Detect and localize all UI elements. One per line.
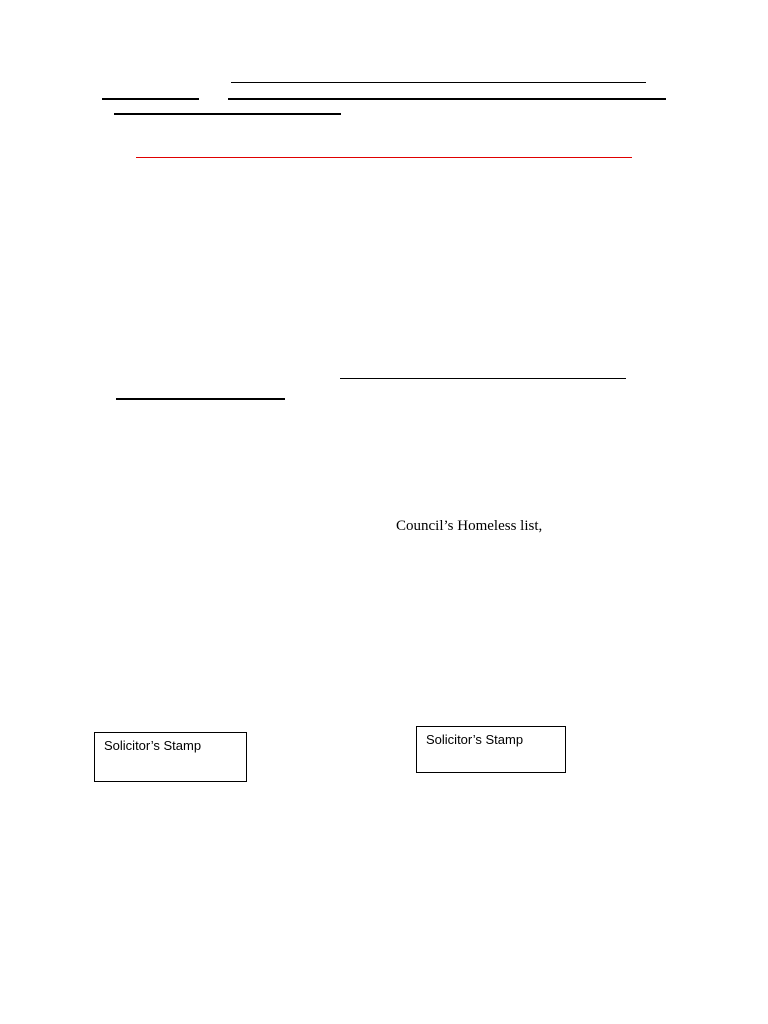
header-rule-1 [231, 82, 646, 83]
mid-rule-2 [116, 398, 285, 400]
mid-rule-1 [340, 378, 626, 379]
solicitor-stamp-box-left [94, 732, 247, 782]
solicitor-stamp-label: Solicitor’s Stamp [426, 732, 524, 747]
red-underline-rule [136, 157, 632, 158]
body-text-homeless-list: Council’s Homeless list, [396, 518, 543, 534]
solicitor-stamp-label: Solicitor’s Stamp [104, 738, 202, 753]
header-rule-3 [114, 113, 341, 115]
header-rule-2a [102, 98, 199, 100]
header-rule-2b [228, 98, 666, 100]
solicitor-stamp-box-right [416, 726, 566, 773]
